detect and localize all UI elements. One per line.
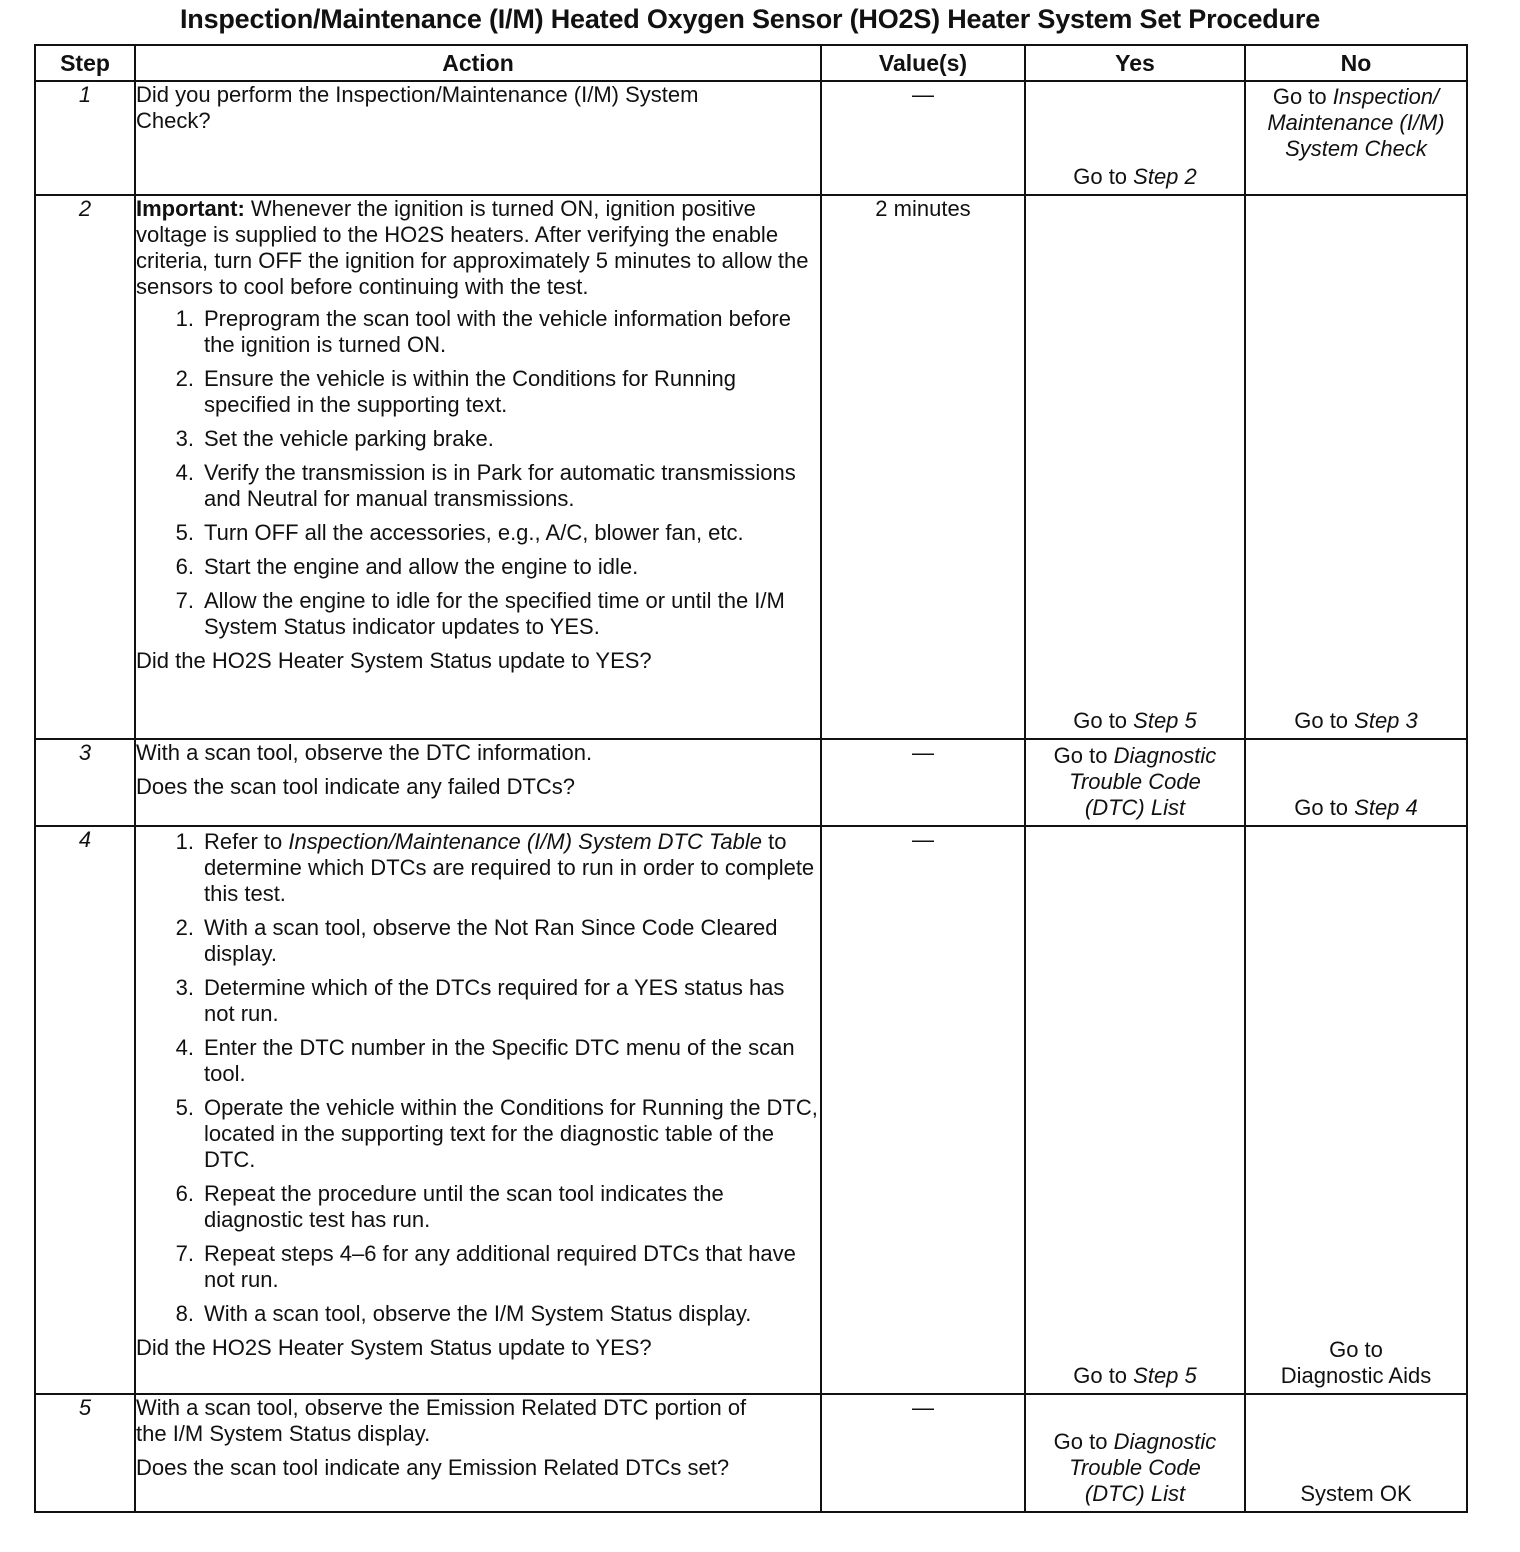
list-text	[204, 829, 820, 907]
no-link-target: System OK	[1300, 1481, 1412, 1506]
table-row	[35, 81, 1467, 195]
list-item	[136, 1181, 820, 1233]
list-text: Enter the DTC number in the Specific DTC menu of the scan tool.	[204, 1035, 795, 1086]
question-text: Does the scan tool indicate any Emission Related DTCs set?	[136, 1455, 730, 1480]
list-item	[136, 829, 820, 907]
no-link[interactable]	[1246, 84, 1466, 162]
yes-link-target: Diagnostic Trouble Code (DTC) List	[1069, 1429, 1217, 1506]
action-text	[136, 196, 820, 300]
no-link-prefix: Go to	[1329, 1337, 1383, 1362]
yes-link-prefix: Go to	[1073, 708, 1134, 733]
no-link[interactable]	[1246, 795, 1466, 821]
value-cell: —	[821, 81, 1025, 195]
no-link-prefix: Go to	[1294, 708, 1355, 733]
list-text: With a scan tool, observe the Not Ran Since Code Cleared display.	[204, 915, 778, 966]
value-cell: 2 minutes	[821, 195, 1025, 739]
header-row	[35, 45, 1467, 81]
list-text: With a scan tool, observe the I/M System Status display.	[204, 1301, 752, 1326]
list-item	[136, 426, 820, 452]
header-no: No	[1245, 45, 1467, 81]
no-link[interactable]	[1246, 708, 1466, 734]
yes-link[interactable]	[1026, 1363, 1244, 1389]
page-title: Inspection/Maintenance (I/M) Heated Oxygen Sensor (HO2S) Heater System Set Procedure	[179, 4, 1321, 34]
important-label: Important:	[136, 196, 245, 221]
action-cell	[135, 1394, 821, 1512]
no-link[interactable]	[1246, 1481, 1466, 1507]
list-number: 4.	[175, 460, 194, 485]
yes-cell	[1025, 739, 1245, 826]
no-cell	[1245, 1394, 1467, 1512]
yes-link-target: Step 2	[1133, 164, 1197, 189]
list-item	[136, 366, 820, 418]
list-number: 3.	[175, 426, 194, 451]
action-cell	[135, 195, 821, 739]
yes-link-prefix: Go to	[1053, 743, 1114, 768]
procedure-table	[34, 44, 1468, 1513]
list-text: Repeat the procedure until the scan tool indicates the diagnostic test has run.	[204, 1181, 724, 1232]
no-link-target: Step 3	[1354, 708, 1418, 733]
list-item	[136, 975, 820, 1027]
list-number: 7.	[175, 588, 194, 613]
step-number: 5	[35, 1394, 135, 1512]
action-text: With a scan tool, observe the Emission Related DTC portion of the I/M System Status display.	[136, 1395, 747, 1446]
step-number: 1	[35, 81, 135, 195]
reference-link[interactable]: Inspection/Maintenance (I/M) System DTC Table	[288, 829, 762, 854]
list-item	[136, 554, 820, 580]
yes-link-target: Diagnostic Trouble Code (DTC) List	[1069, 743, 1217, 820]
list-item	[136, 1241, 820, 1293]
question-text: Did the HO2S Heater System Status update to YES?	[136, 648, 652, 673]
list-number: 6.	[175, 1181, 194, 1206]
list-item	[136, 1301, 820, 1327]
list-item	[136, 1035, 820, 1087]
action-cell	[135, 826, 821, 1394]
step-number: 4	[35, 826, 135, 1394]
list-item	[136, 306, 820, 358]
yes-link[interactable]	[1026, 708, 1244, 734]
yes-cell	[1025, 826, 1245, 1394]
list-text: Ensure the vehicle is within the Conditions for Running specified in the supporting text.	[204, 366, 736, 417]
list-number: 3.	[175, 975, 194, 1000]
value-cell: —	[821, 1394, 1025, 1512]
list-text: Preprogram the scan tool with the vehicle information before the ignition is turned ON.	[204, 306, 791, 357]
list-item	[136, 520, 820, 546]
table-row	[35, 739, 1467, 826]
yes-link-prefix: Go to	[1073, 1363, 1134, 1388]
list-number: 5.	[175, 1095, 194, 1120]
header-yes: Yes	[1025, 45, 1245, 81]
list-number: 6.	[175, 554, 194, 579]
list-text: Determine which of the DTCs required for a YES status has not run.	[204, 975, 785, 1026]
list-number: 2.	[175, 915, 194, 940]
list-text: Set the vehicle parking brake.	[204, 426, 494, 451]
no-cell	[1245, 81, 1467, 195]
list-number: 2.	[175, 366, 194, 391]
table-row	[35, 826, 1467, 1394]
yes-link-target: Step 5	[1133, 708, 1197, 733]
yes-cell	[1025, 1394, 1245, 1512]
list-text: Allow the engine to idle for the specified time or until the I/M System Status indicator updates to YES.	[204, 588, 785, 639]
yes-link[interactable]	[1026, 164, 1244, 190]
yes-link-prefix: Go to	[1073, 164, 1134, 189]
yes-link-prefix: Go to	[1053, 1429, 1114, 1454]
no-cell	[1245, 826, 1467, 1394]
step-number: 2	[35, 195, 135, 739]
list-text: Operate the vehicle within the Conditions for Running the DTC, located in the supporting text for the diagnostic table of the DTC.	[204, 1095, 818, 1172]
list-item	[136, 460, 820, 512]
list-number: 5.	[175, 520, 194, 545]
action-text: With a scan tool, observe the DTC information.	[136, 740, 593, 765]
list-number: 8.	[175, 1301, 194, 1326]
question-text: Does the scan tool indicate any failed DTCs?	[136, 774, 576, 799]
list-text: Verify the transmission is in Park for automatic transmissions and Neutral for manual transmissions.	[204, 460, 796, 511]
yes-cell	[1025, 81, 1245, 195]
list-item	[136, 1095, 820, 1173]
table-row	[35, 1394, 1467, 1512]
important-text: Whenever the ignition is turned ON, ignition positive voltage is supplied to the HO2S heaters. After verifying the enable criteria, turn OFF the ignition for approximately 5 minutes to allow the sensors to cool before continuing with the test.	[136, 196, 809, 299]
no-link-prefix: Go to	[1272, 84, 1333, 109]
value-cell: —	[821, 739, 1025, 826]
header-step: Step	[35, 45, 135, 81]
question-text: Did the HO2S Heater System Status update to YES?	[136, 1335, 652, 1360]
action-cell	[135, 81, 821, 195]
no-link-prefix: Go to	[1294, 795, 1355, 820]
no-cell	[1245, 195, 1467, 739]
list-text: Turn OFF all the accessories, e.g., A/C, blower fan, etc.	[204, 520, 744, 545]
table-row	[35, 195, 1467, 739]
list-number: 7.	[175, 1241, 194, 1266]
list-text: Start the engine and allow the engine to idle.	[204, 554, 639, 579]
action-cell	[135, 739, 821, 826]
yes-link[interactable]	[1026, 1429, 1244, 1507]
no-link-target: Inspection/ Maintenance (I/M) System Check	[1267, 84, 1445, 161]
list-number: 1.	[175, 306, 194, 331]
list-text-prefix: Refer to	[204, 829, 289, 854]
no-link-target: Diagnostic Aids	[1280, 1363, 1432, 1388]
yes-cell	[1025, 195, 1245, 739]
action-text: Did you perform the Inspection/Maintenance (I/M) System Check?	[136, 82, 699, 133]
list-item	[136, 915, 820, 967]
list-text: Repeat steps 4–6 for any additional required DTCs that have not run.	[204, 1241, 796, 1292]
step-number: 3	[35, 739, 135, 826]
no-link[interactable]	[1246, 1337, 1466, 1389]
yes-link-target: Step 5	[1133, 1363, 1197, 1388]
list-number: 4.	[175, 1035, 194, 1060]
value-cell: —	[821, 826, 1025, 1394]
action-list	[136, 829, 820, 1327]
header-action: Action	[135, 45, 821, 81]
list-text-rest: to determine which DTCs are required to run in order to complete this test.	[204, 829, 815, 906]
action-list	[136, 306, 820, 640]
list-number: 1.	[175, 829, 194, 854]
yes-link[interactable]	[1026, 743, 1244, 821]
header-values: Value(s)	[821, 45, 1025, 81]
no-link-target: Step 4	[1354, 795, 1418, 820]
no-cell	[1245, 739, 1467, 826]
list-item	[136, 588, 820, 640]
